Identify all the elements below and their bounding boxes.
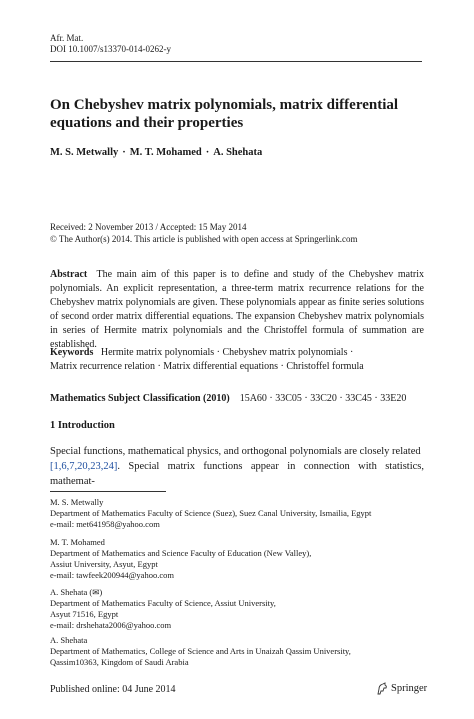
footnote-rule bbox=[50, 491, 166, 492]
author-separator: · bbox=[122, 147, 126, 158]
affiliation bbox=[50, 537, 430, 581]
intro-paragraph bbox=[50, 444, 424, 489]
msc-codes: 15A60 · 33C05 · 33C20 · 33C45 · 33E20 bbox=[239, 393, 407, 404]
abstract-text: The main aim of this paper is to define and study of the Chebyshev matrix polynomials. An explicit representation, a three-term matrix recurrence relations for the Chebyshev matrix polynomials are given. These polynomials appear as finite series solutions of second order matrix differential equations. The expansion Chebyshev matrix polynomials in series of Hermite matrix polynomials and the Christoffel formula of summation are established. bbox=[50, 269, 424, 350]
affiliation bbox=[50, 635, 430, 668]
citation-link[interactable]: [1,6,7,20,23,24] bbox=[50, 461, 118, 472]
affiliation-line: Qassim10363, Kingdom of Saudi Arabia bbox=[50, 657, 189, 667]
keywords-label: Keywords bbox=[50, 347, 94, 358]
msc-classification bbox=[50, 393, 406, 404]
paper-title: On Chebyshev matrix polynomials, matrix differential equations and their properties bbox=[50, 97, 399, 131]
author-list bbox=[50, 147, 262, 158]
springer-logo bbox=[376, 682, 427, 695]
affiliation-line: Asyut 71516, Egypt bbox=[50, 609, 119, 619]
received-accepted: Received: 2 November 2013 / Accepted: 15 May 2014 bbox=[50, 222, 247, 232]
affiliation-name: M. S. Metwally bbox=[50, 497, 104, 507]
affiliation-line: Department of Mathematics, College of Science and Arts in Unaizah Qassim University, bbox=[50, 646, 351, 656]
msc-label: Mathematics Subject Classification (2010) bbox=[50, 393, 230, 404]
affiliation-line: Assiut University, Asyut, Egypt bbox=[50, 559, 158, 569]
section-heading: 1 Introduction bbox=[50, 420, 115, 431]
intro-line: Special functions, mathematical physics, and orthogonal polynomials are closely related bbox=[50, 446, 421, 457]
header-rule bbox=[50, 61, 422, 62]
affiliation-line: Department of Mathematics Faculty of Science, Assiut University, bbox=[50, 598, 276, 608]
author: M. S. Metwally bbox=[50, 147, 119, 158]
keywords bbox=[50, 346, 424, 374]
affiliation-name: M. T. Mohamed bbox=[50, 537, 105, 547]
author: M. T. Mohamed bbox=[129, 147, 202, 158]
affiliation-line: Department of Mathematics and Science Faculty of Education (New Valley), bbox=[50, 548, 312, 558]
publisher-name: Springer bbox=[391, 683, 428, 694]
affiliation-email: e-mail: met641958@yahoo.com bbox=[50, 519, 160, 529]
doi: DOI 10.1007/s13370-014-0262-y bbox=[50, 44, 171, 54]
journal-name: Afr. Mat. bbox=[50, 33, 84, 43]
affiliation-line: Department of Mathematics Faculty of Science (Suez), Suez Canal University, Ismailia, Egypt bbox=[50, 508, 372, 518]
affiliation bbox=[50, 497, 430, 530]
published-online: Published online: 04 June 2014 bbox=[50, 684, 176, 695]
keywords-line: Matrix recurrence relation · Matrix differential equations · Christoffel formula bbox=[50, 361, 364, 372]
author-separator: · bbox=[205, 147, 210, 158]
springer-horse-icon bbox=[376, 682, 388, 695]
intro-line: . Special matrix functions appear in connection with statistics, mathemat- bbox=[50, 461, 424, 487]
keywords-line: Hermite matrix polynomials · Chebyshev matrix polynomials · bbox=[100, 347, 354, 358]
license-note: © The Author(s) 2014. This article is published with open access at Springerlink.com bbox=[50, 234, 358, 244]
abstract bbox=[50, 268, 424, 352]
affiliation-name: A. Shehata bbox=[50, 635, 88, 645]
abstract-label: Abstract bbox=[50, 269, 88, 280]
author: A. Shehata bbox=[213, 147, 263, 158]
affiliation bbox=[50, 587, 430, 631]
affiliation-email: e-mail: tawfeek200944@yahoo.com bbox=[50, 570, 174, 580]
affiliation-email: e-mail: drshehata2006@yahoo.com bbox=[50, 620, 172, 630]
affiliation-name: A. Shehata (✉) bbox=[50, 587, 103, 597]
